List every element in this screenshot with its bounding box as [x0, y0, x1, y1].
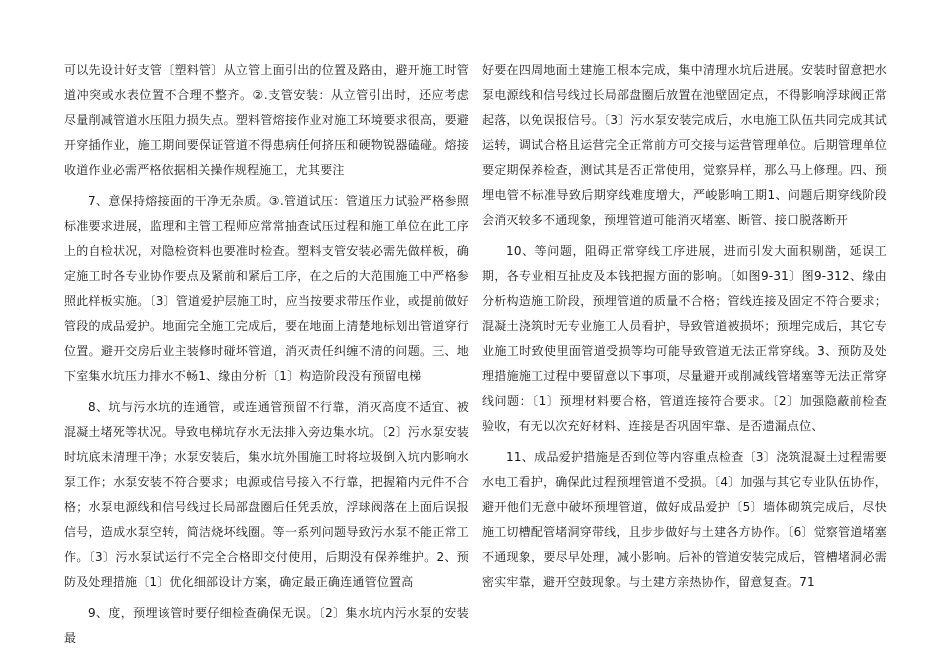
paragraph: 7、意保持熔接面的干净无杂质。③.管道试压：管道压力试验严格参照标准要求进展，监理和主管工程师应常常抽查试压过程和施工单位在此工序上的自检状况，对隐检资料也要准时检查。塑料支管安装必需先做样板，确定施工时各专业协作要点及紧前和紧后工序，在之后的大范围施工中严格参照此样板实施。〔3〕管道爱护层施工时，应当按要求带压作业，或提前做好管段的成品爱护。地面完全施工完成后，要在地面上清楚地标划出管道穿行位置。避开交房后业主装修时碰坏管道，消灭责任纠缠不清的问题。三、地下室集水坑压力排水不畅1、缘由分析〔1〕构造阶段没有预留电梯 — [64, 194, 469, 383]
paragraph: 可以先设计好支管〔塑料管〕从立管上面引出的位置及路由，避开施工时管道冲突或水表位置不合理不整齐。②.支管安装：从立管引出时，还应考虑尽量削减管道水压阻力损失点。塑料管熔接作业对施工环境要求很高，要避开穿插作业，施工期间要保证管道不得患病任何挤压和硬物锐器磕碰。熔接收道作业必需严格依据相关操作规程施工，尤其要注 — [64, 63, 469, 177]
paragraph: 9、度，预埋该管时要仔细检查确保无误。〔2〕集水坑内污水泵的安装最 — [64, 606, 469, 645]
paragraph: 10、等问题，阻碍正常穿线工序进展，进而引发大面积剔凿，延误工期，各专业相互扯皮及本钱把握方面的影响。〔如图9-31〕图9-312、缘由分析构造施工阶段，预埋管道的质量不合格；管线连接及固定不符合要求；混凝土浇筑时无专业施工人员看护，导致管道被损坏；预埋完成后，其它专业施工时致使里面管道受损等均可能导致管道无法正常穿线。3、预防及处理措施施工过程中要留意以下事项，尽量避开或削减线管堵塞等无法正常穿线问题：〔1〕预埋材料要合格，管道连接符合要求。〔2〕加强隐蔽前检查验收，有无以次充好材料、连接是否巩固牢靠、是否遗漏点位、 — [482, 244, 887, 433]
paragraph: 11、成品爱护措施是否到位等内容重点检查〔3〕浇筑混凝土过程需要水电工看护，确保此过程预埋管道不受损。〔4〕加强与其它专业队伍协作，避开他们无意中破坏预埋管道，做好成品爱护〔5〕墙体砌筑完成后，尽快施工切槽配管堵洞穿带线，且步步做好与土建各方协作。〔6〕觉察管道堵塞不通现象，要尽早处理，减小影响。后补的管道安装完成后，管槽堵洞必需密实牢靠，避开空鼓现象。与土建方亲热协作，留意复查。71 — [482, 450, 887, 589]
paragraph: 8、坑与污水坑的连通管，或连通管预留不行靠，消灭高度不适宜、被混凝土堵死等状况。导致电梯坑存水无法排入旁边集水坑。〔2〕污水泵安装时坑底未清理干净；水泵安装后，集水坑外围施工时将垃圾倒入坑内影响水泵工作；水泵安装不符合要求；电源或信号接入不行靠，把握箱内元件不合格；水泵电源线和信号线过长局部盘圈后任凭丢放，浮球阀落在上面后误报信号，造成水泵空转，简洁烧坏线圈。等一系列问题导致污水泵不能正常工作。〔3〕污水泵试运行不完全合格即交付使用，后期没有保养维护。2、预防及处理措施〔1〕优化细部设计方案，确定最正确连通管位置高 — [64, 400, 469, 589]
paragraph: 好要在四周地面土建施工根本完成，集中清理水坑后进展。安装时留意把水泵电源线和信号线过长局部盘圈后放置在池壁固定点，不得影响浮球阀正常起落，以免误报信号。〔3〕污水泵安装完成后，水电施工队伍共同完成其试运转，调试合格且运营完全正常前方可交接与运营管理单位。后期管理单位要定期保养检查，测试其是否正常使用，觉察异样，那么马上修理。四、预埋电管不标准导致后期穿线难度增大，严峻影响工期1、问题后期穿线阶段会消灭较多不通现象，预埋管道可能消灭堵塞、断管、接口脱落断开 — [482, 63, 887, 227]
left-text-column — [64, 58, 469, 651]
right-text-column — [482, 58, 887, 595]
